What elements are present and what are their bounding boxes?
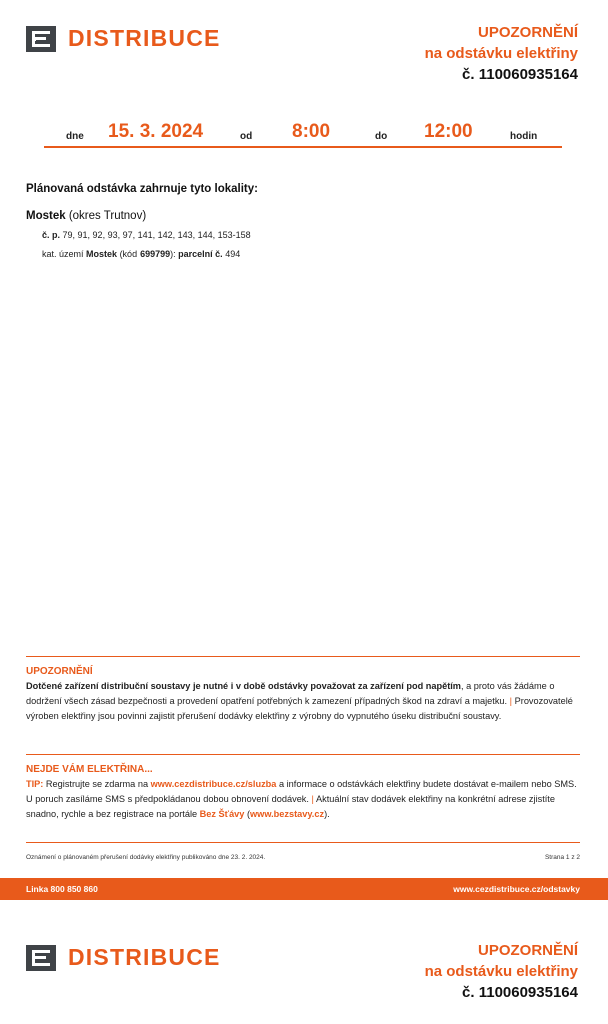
portal-name: Bez Šťávy: [199, 809, 245, 819]
tip-text: [26, 777, 580, 822]
cp-label: č. p.: [42, 230, 61, 240]
to-label: do: [375, 131, 388, 142]
town-district: (okres Trutnov): [68, 210, 147, 222]
tip-text-part3: Aktuální stav dodávek elektřiny na konkrétní adrese zjistíte snadno, rychle a bez registrace na portále: [26, 794, 555, 819]
notice-number: č. 110060935164: [462, 66, 578, 83]
town-name: Mostek: [26, 210, 66, 222]
locations-heading: Plánovaná odstávka zahrnuje tyto lokality:: [26, 183, 258, 195]
cadastre-line: [42, 249, 240, 259]
page-number: Strana 1 z 2: [544, 854, 580, 861]
brand-name-page2: DISTRIBUCE: [68, 944, 221, 970]
notice-heading: [425, 22, 578, 86]
divider: [26, 656, 580, 657]
open-paren: (: [246, 809, 251, 819]
parcel-values: 494: [225, 249, 241, 259]
warning-block: [26, 666, 580, 724]
brand-logo-page2: [26, 944, 221, 971]
outages-link[interactable]: www.cezdistribuce.cz/odstavky: [453, 884, 580, 894]
cadastre-name: Mostek: [86, 249, 118, 259]
from-time: 8:00: [292, 121, 331, 142]
registration-link[interactable]: www.cezdistribuce.cz/sluzba: [150, 779, 277, 789]
meta-row: [26, 854, 580, 861]
warning-text: [26, 679, 580, 724]
code-prefix: (kód: [119, 249, 138, 259]
warning-text-part2: Provozovatelé výroben elektřiny jsou povinni zajistit přerušení dodávky elektřiny z výrobny do vypnutého úseku distribuční soustavy.: [26, 696, 573, 721]
location-town: [26, 210, 146, 222]
separator: |: [509, 696, 513, 706]
warning-title: UPOZORNĚNÍ: [26, 666, 93, 677]
cp-values: 79, 91, 92, 93, 97, 141, 142, 143, 144, 153-158: [62, 230, 251, 240]
portal-link[interactable]: www.bezstavy.cz: [250, 809, 325, 819]
cez-e-logo-icon: [26, 26, 56, 52]
outage-date: 15. 3. 2024: [108, 121, 204, 142]
from-label: od: [240, 131, 253, 142]
warning-bold-text: Dotčené zařízení distribuční soustavy je nutné i v době odstávky považovat za zařízení pod napětím: [26, 681, 461, 691]
code-suffix: ):: [170, 249, 176, 259]
tip-text-part2: a informace o odstávkách elektřiny budete dostávat e-mailem nebo SMS. U poruch zasíláme SMS s předpokládanou dobou obnovení dodávek.: [26, 779, 577, 804]
brand-name: DISTRIBUCE: [68, 25, 221, 51]
warning-text-part1: , a proto vás žádáme o dodržení všech zásad bezpečnosti a provedení opatření potřebných k zamezení případných škod na zdraví a majetku.: [26, 681, 555, 706]
tip-label: TIP:: [26, 779, 44, 789]
notice-heading-page2: [425, 940, 578, 1004]
divider: [26, 754, 580, 755]
close-paren: ).: [324, 809, 330, 819]
tip-block: [26, 764, 580, 822]
divider: [26, 842, 580, 843]
to-time: 12:00: [424, 121, 473, 142]
hotline[interactable]: Linka 800 850 860: [26, 884, 98, 894]
notice-title: UPOZORNĚNÍ: [477, 24, 578, 41]
schedule-row: [44, 120, 562, 148]
brand-logo: [26, 25, 221, 52]
separator: |: [311, 794, 314, 804]
tip-text-part1: Registrujte se zdarma na: [45, 779, 149, 789]
notice-subtitle: na odstávku elektřiny: [424, 45, 578, 62]
hours-label: hodin: [510, 131, 538, 142]
cadastre-code: 699799: [140, 249, 171, 259]
parcel-label: parcelní č.: [178, 249, 223, 259]
house-numbers: [42, 230, 251, 240]
notice-subtitle-page2: na odstávku elektřiny: [424, 963, 578, 980]
tip-title: NEJDE VÁM ELEKTŘINA...: [26, 764, 153, 775]
date-label: dne: [66, 131, 84, 142]
published-note: Oznámení o plánovaném přerušení dodávky elektřiny publikováno dne 23. 2. 2024.: [26, 854, 266, 861]
notice-number-page2: č. 110060935164: [462, 984, 578, 1001]
footer-bar: [0, 878, 608, 900]
cez-e-logo-icon: [26, 945, 56, 971]
cadastre-prefix: kat. území: [42, 249, 84, 259]
notice-title-page2: UPOZORNĚNÍ: [477, 942, 578, 959]
